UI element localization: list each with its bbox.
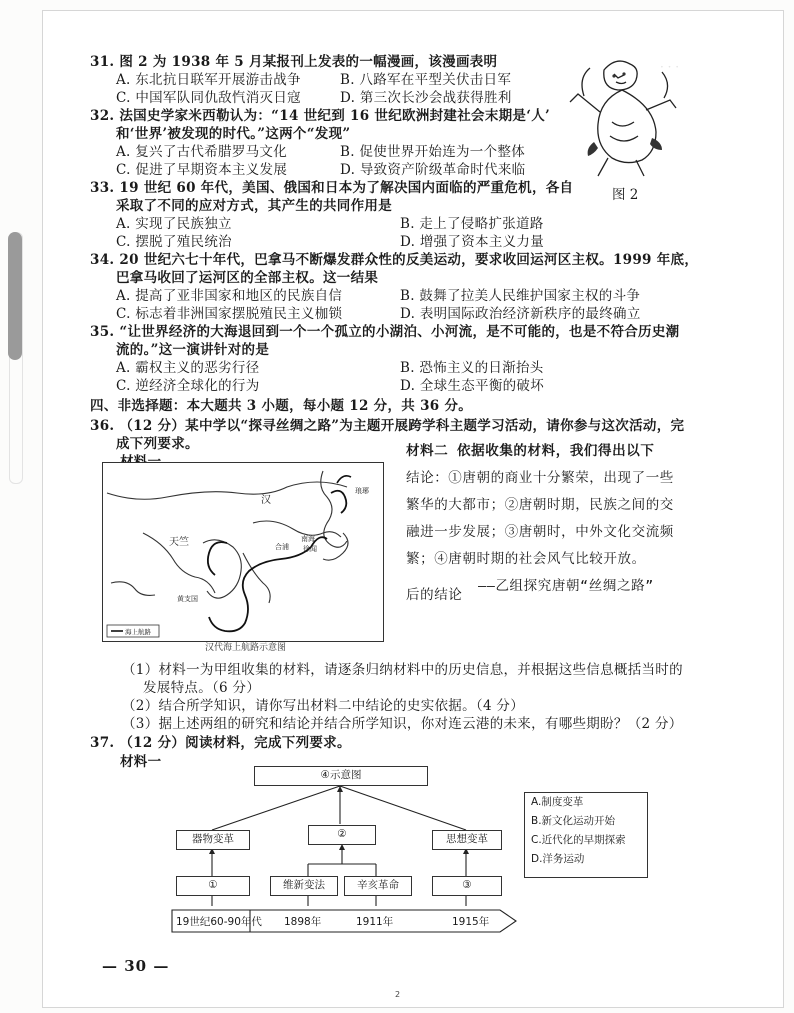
material2-line7: 后的结论 [406,587,463,603]
q32-option-a: A. 复兴了古代希腊罗马文化 [116,144,288,160]
material2-line5: 繁；④唐朝时期的社会风气比较开放。 [406,551,646,567]
map-label-xuwen: 徐闻 [303,545,317,553]
map-label-nanhai: 南海 [301,535,315,543]
scrollbar-thumb[interactable] [8,232,22,360]
option-a: A.制度变革 [531,796,584,808]
diagram-one-box: ① [176,876,250,896]
q32-option-c: C. 促进了早期资本主义发展 [116,162,288,178]
diagram-weixin-box: 维新变法 [270,876,338,896]
map-label-huangzhi: 黄支国 [177,595,198,603]
q34-option-a: A. 提高了亚非国家和地区的民族自信 [116,288,343,304]
material2-line2: 结论：①唐朝的商业十分繁荣，出现了一些 [406,470,674,486]
map-label-tianzhu: 天竺 [169,537,189,548]
material2-line6: ——乙组探究唐朝“丝绸之路” [478,578,654,594]
q32-option-b: B. 促使世界开始连为一个整体 [340,144,526,160]
q31-option-b: B. 八路军在平型关伏击日军 [340,72,512,88]
han-sea-route-map [102,462,384,642]
map-legend-text: 海上航路 [125,628,151,636]
q34-option-b: B. 鼓舞了拉美人民维护国家主权的斗争 [400,288,641,304]
map-caption: 汉代海上航路示意图 [205,643,287,653]
map-drawing [103,463,383,641]
q32-stem-line2: 和‘世界’被发现的时代。”这两个“发现” [116,126,351,142]
option-c: C.近代化的早期探索 [531,834,626,846]
q34-option-c: C. 标志着非洲国家摆脱殖民主义枷锁 [116,306,343,322]
map-label-hepu: 合浦 [275,543,289,551]
q37-stem: 37. （12 分）阅读材料，完成下列要求。 [90,735,351,751]
page-number: — 30 — [102,957,170,975]
q33-option-c: C. 摆脱了殖民统治 [116,234,232,250]
q34-option-d: D. 表明国际政治经济新秩序的最终确立 [400,306,641,322]
section-heading: 四、非选择题：本大题共 3 小题，每小题 12 分，共 36 分。 [90,398,473,414]
q36-sub1-line1: （1）材料一为甲组收集的材料，请逐条归纳材料中的历史信息，并根据这些信息概括当时的 [122,662,683,678]
q32-stem-line1: 32. 法国史学家米西勒认为：“14 世纪到 16 世纪欧洲封建社会末期是‘人’ [90,108,551,124]
q35-stem-line1: 35. “让世界经济的大海退回到一个一个孤立的小湖泊、小河流，是不可能的，也是不符合历史潮 [90,324,680,340]
q35-option-b: B. 恐怖主义的日渐抬头 [400,360,544,376]
material2-line4: 融进一步发展；③唐朝时，中外文化交流频 [406,524,674,540]
q33-stem-line1: 33. 19 世纪 60 年代，美国、俄国和日本为了解决国内面临的严重危机，各自 [90,180,574,196]
q37-material1-label: 材料一 [120,754,162,770]
timeline-label-4: 1915年 [452,916,490,928]
cartoon-figure [564,52,684,180]
q31-option-d: D. 第三次长沙会战获得胜利 [340,90,512,106]
diagram-sixiang-box: 思想变革 [432,830,502,850]
q34-stem-line1: 34. 20 世纪六七十年代，巴拿马不断爆发群众性的反美运动，要求收回运河区主权。1999 年底， [90,252,699,268]
q33-option-b: B. 走上了侵略扩张道路 [400,216,544,232]
timeline-label-3: 1911年 [356,916,394,928]
diagram-two-box: ② [308,825,376,845]
q36-stem-line1: 36. （12 分）某中学以“探寻丝绸之路”为主题开展跨学科主题学习活动，请你参与这次活动，完 [90,418,685,434]
q35-option-d: D. 全球生态平衡的破坏 [400,378,545,394]
option-d: D.洋务运动 [531,853,585,865]
map-label-langye: 琅琊 [355,487,369,495]
q36-sub1-line2: 发展特点。（6 分） [143,680,261,696]
q36-sub3: （3）据上述两组的研究和结论并结合所学知识，你对连云港的未来，有哪些期盼？（2 分） [122,716,683,732]
q34-stem-line2: 巴拿马收回了运河区的全部主权。这一结果 [116,270,379,286]
map-label-han: 汉 [261,495,271,506]
material2-line1: 材料二 依据收集的材料，我们得出以下 [406,443,655,459]
diagram-qiwu-box: 器物变革 [176,830,250,850]
diagram-three-box: ③ [432,876,502,896]
figure2-label: 图 2 [612,187,639,203]
q31-option-c: C. 中国军队同仇敌忾消灭日寇 [116,90,301,106]
material2-line3: 繁华的大都市；②唐朝时期，民族之间的交 [406,497,674,513]
q31-option-a: A. 东北抗日联军开展游击战争 [116,72,301,88]
diagram-options-box [524,792,648,878]
q35-stem-line2: 流的。”这一演讲针对的是 [116,342,270,358]
diagram-title-box: ④示意图 [254,766,428,786]
option-b: B.新文化运动开始 [531,815,616,827]
bleed-through-text: · · · [660,60,680,74]
timeline-label-2: 1898年 [284,916,322,928]
q33-option-d: D. 增强了资本主义力量 [400,234,545,250]
timeline-label-1: 19世纪60-90年代 [176,916,262,928]
q36-stem-line2: 成下列要求。 [116,436,199,452]
footer-page-index: 2 [395,990,401,999]
diagram-xinhai-box: 辛亥革命 [344,876,412,896]
q32-option-d: D. 导致资产阶级革命时代来临 [340,162,526,178]
q33-option-a: A. 实现了民族独立 [116,216,232,232]
q35-option-a: A. 霸权主义的恶劣行径 [116,360,260,376]
q33-stem-line2: 采取了不同的应对方式，其产生的共同作用是 [116,198,392,214]
q35-option-c: C. 逆经济全球化的行为 [116,378,260,394]
q36-sub2: （2）结合所学知识，请你写出材料二中结论的史实依据。（4 分） [122,698,525,714]
q31-stem: 31. 图 2 为 1938 年 5 月某报刊上发表的一幅漫画，该漫画表明 [90,54,498,70]
